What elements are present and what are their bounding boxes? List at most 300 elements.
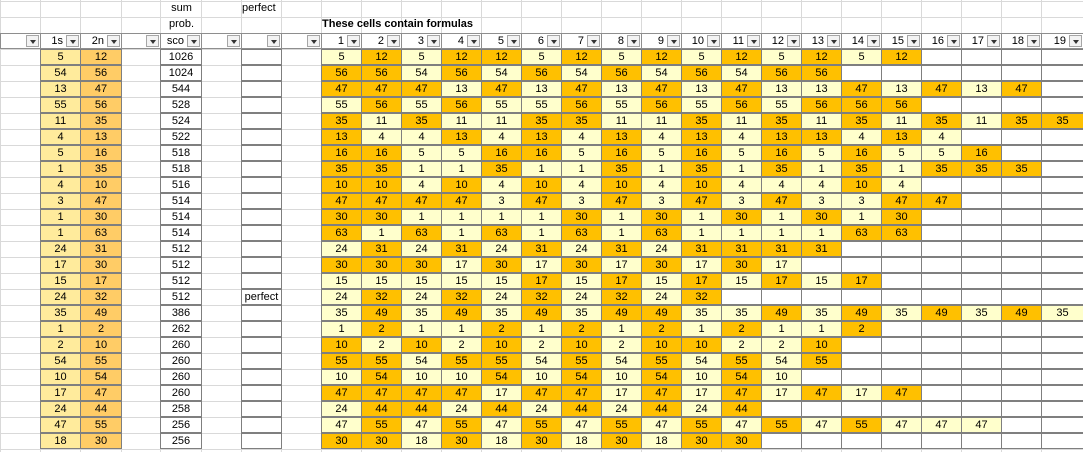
formula-cell[interactable]: 35 bbox=[681, 113, 722, 129]
formula-cell[interactable]: 1 bbox=[481, 209, 522, 225]
formula-cell[interactable]: 35 bbox=[481, 161, 522, 177]
formula-cell-empty[interactable] bbox=[1001, 433, 1042, 449]
formula-cell[interactable]: 63 bbox=[401, 225, 442, 241]
formula-cell[interactable]: 13 bbox=[441, 81, 482, 97]
filter-dropdown-icon[interactable] bbox=[547, 35, 560, 47]
formula-cell[interactable]: 54 bbox=[481, 65, 522, 81]
formula-cell[interactable]: 1 bbox=[441, 161, 482, 177]
formula-cell[interactable]: 1 bbox=[321, 321, 362, 337]
formula-cell[interactable]: 11 bbox=[361, 113, 402, 129]
formula-cell[interactable]: 13 bbox=[601, 129, 642, 145]
formula-cell-empty[interactable] bbox=[961, 225, 1002, 241]
formula-cell-empty[interactable] bbox=[841, 257, 882, 273]
formula-cell[interactable]: 47 bbox=[401, 193, 442, 209]
formula-cell-empty[interactable] bbox=[761, 401, 802, 417]
first-number-cell[interactable]: 5 bbox=[40, 145, 81, 161]
formula-cell[interactable]: 56 bbox=[441, 65, 482, 81]
formula-cell-empty[interactable] bbox=[1041, 97, 1083, 113]
formula-cell-empty[interactable] bbox=[1041, 433, 1083, 449]
formula-cell[interactable]: 63 bbox=[481, 225, 522, 241]
formula-cell[interactable]: 18 bbox=[561, 433, 602, 449]
first-number-cell[interactable]: 5 bbox=[40, 49, 81, 65]
formula-cell[interactable]: 5 bbox=[601, 49, 642, 65]
second-number-cell[interactable]: 13 bbox=[80, 129, 122, 145]
formula-cell-empty[interactable] bbox=[1001, 289, 1042, 305]
formula-cell-empty[interactable] bbox=[841, 289, 882, 305]
formula-cell[interactable]: 35 bbox=[841, 113, 882, 129]
formula-cell[interactable]: 1 bbox=[521, 321, 562, 337]
filter-dropdown-icon[interactable] bbox=[667, 35, 680, 47]
first-number-cell[interactable]: 11 bbox=[40, 113, 81, 129]
perfect-cell[interactable] bbox=[241, 417, 282, 433]
second-number-cell[interactable]: 49 bbox=[80, 305, 122, 321]
formula-cell-empty[interactable] bbox=[1001, 401, 1042, 417]
score-cell[interactable]: 518 bbox=[160, 161, 202, 177]
formula-cell-empty[interactable] bbox=[881, 289, 922, 305]
formula-cell[interactable]: 56 bbox=[521, 65, 562, 81]
formula-cell[interactable]: 12 bbox=[441, 49, 482, 65]
formula-cell-empty[interactable] bbox=[921, 289, 962, 305]
formula-cell[interactable]: 17 bbox=[441, 257, 482, 273]
filter-header-col-9[interactable] bbox=[641, 33, 682, 49]
filter-header-col-19[interactable] bbox=[1041, 33, 1083, 49]
formula-cell[interactable]: 15 bbox=[441, 273, 482, 289]
score-cell[interactable]: 544 bbox=[160, 81, 202, 97]
perfect-cell[interactable] bbox=[241, 129, 282, 145]
formula-cell-empty[interactable] bbox=[921, 209, 962, 225]
filter-header-col-11[interactable] bbox=[721, 33, 762, 49]
formula-cell[interactable]: 44 bbox=[481, 401, 522, 417]
formula-cell[interactable]: 12 bbox=[641, 49, 682, 65]
filter-header-col-14[interactable] bbox=[841, 33, 882, 49]
formula-cell[interactable]: 17 bbox=[601, 385, 642, 401]
formula-cell-empty[interactable] bbox=[1041, 353, 1083, 369]
filter-header-blank-d[interactable] bbox=[281, 33, 322, 49]
formula-cell-empty[interactable] bbox=[721, 289, 762, 305]
formula-cell[interactable]: 10 bbox=[681, 337, 722, 353]
formula-cell[interactable]: 5 bbox=[561, 145, 602, 161]
formula-cell[interactable]: 1 bbox=[801, 321, 842, 337]
formula-cell-empty[interactable] bbox=[961, 257, 1002, 273]
formula-cell[interactable]: 17 bbox=[761, 273, 802, 289]
formula-cell[interactable]: 2 bbox=[721, 337, 762, 353]
formula-cell[interactable]: 30 bbox=[321, 209, 362, 225]
formula-cell[interactable]: 54 bbox=[641, 369, 682, 385]
formula-cell[interactable]: 35 bbox=[561, 305, 602, 321]
formula-cell[interactable]: 55 bbox=[761, 97, 802, 113]
formula-cell[interactable]: 12 bbox=[721, 49, 762, 65]
formula-cell[interactable]: 24 bbox=[561, 241, 602, 257]
score-cell[interactable]: 524 bbox=[160, 113, 202, 129]
formula-cell[interactable]: 12 bbox=[561, 49, 602, 65]
formula-cell[interactable]: 1 bbox=[681, 209, 722, 225]
formula-cell[interactable]: 10 bbox=[321, 177, 362, 193]
formula-cell[interactable]: 47 bbox=[761, 193, 802, 209]
formula-cell[interactable]: 30 bbox=[881, 209, 922, 225]
formula-cell[interactable]: 30 bbox=[521, 433, 562, 449]
formula-cell-empty[interactable] bbox=[1001, 273, 1042, 289]
formula-cell[interactable]: 4 bbox=[721, 177, 762, 193]
formula-cell[interactable]: 5 bbox=[321, 49, 362, 65]
formula-cell[interactable]: 18 bbox=[641, 433, 682, 449]
formula-cell[interactable]: 55 bbox=[481, 353, 522, 369]
first-number-cell[interactable]: 17 bbox=[40, 257, 81, 273]
filter-dropdown-icon[interactable] bbox=[787, 35, 800, 47]
formula-cell[interactable]: 54 bbox=[401, 65, 442, 81]
formula-cell[interactable]: 35 bbox=[721, 305, 762, 321]
formula-cell[interactable]: 12 bbox=[801, 49, 842, 65]
formula-cell[interactable]: 1 bbox=[521, 161, 562, 177]
formula-cell-empty[interactable] bbox=[961, 401, 1002, 417]
formula-cell[interactable]: 5 bbox=[881, 145, 922, 161]
formula-cell[interactable]: 47 bbox=[921, 81, 962, 97]
perfect-cell[interactable] bbox=[241, 369, 282, 385]
filter-header-col-3[interactable] bbox=[401, 33, 442, 49]
formula-cell[interactable]: 10 bbox=[401, 337, 442, 353]
formula-cell[interactable]: 17 bbox=[481, 385, 522, 401]
formula-cell[interactable]: 35 bbox=[961, 161, 1002, 177]
formula-cell[interactable]: 55 bbox=[401, 97, 442, 113]
formula-cell[interactable]: 55 bbox=[321, 353, 362, 369]
perfect-cell[interactable] bbox=[241, 401, 282, 417]
formula-cell[interactable]: 47 bbox=[361, 81, 402, 97]
filter-dropdown-icon[interactable] bbox=[707, 35, 720, 47]
formula-cell-empty[interactable] bbox=[841, 65, 882, 81]
formula-cell[interactable]: 56 bbox=[441, 97, 482, 113]
score-cell[interactable]: 512 bbox=[160, 289, 202, 305]
formula-cell-empty[interactable] bbox=[921, 65, 962, 81]
formula-cell[interactable]: 17 bbox=[761, 385, 802, 401]
formula-cell[interactable]: 55 bbox=[601, 97, 642, 113]
formula-cell[interactable]: 47 bbox=[321, 417, 362, 433]
first-number-cell[interactable]: 4 bbox=[40, 129, 81, 145]
formula-cell[interactable]: 56 bbox=[321, 65, 362, 81]
formula-cell[interactable]: 13 bbox=[881, 129, 922, 145]
formula-cell-empty[interactable] bbox=[921, 257, 962, 273]
formula-cell[interactable]: 13 bbox=[681, 81, 722, 97]
second-number-cell[interactable]: 56 bbox=[80, 65, 122, 81]
formula-cell[interactable]: 1 bbox=[401, 161, 442, 177]
formula-cell[interactable]: 4 bbox=[401, 129, 442, 145]
formula-cell[interactable]: 47 bbox=[561, 417, 602, 433]
formula-cell[interactable]: 54 bbox=[721, 65, 762, 81]
formula-cell[interactable]: 11 bbox=[801, 113, 842, 129]
formula-cell[interactable]: 30 bbox=[681, 433, 722, 449]
formula-cell-empty[interactable] bbox=[1001, 177, 1042, 193]
formula-cell[interactable]: 47 bbox=[321, 385, 362, 401]
formula-cell[interactable]: 30 bbox=[801, 209, 842, 225]
formula-cell[interactable]: 2 bbox=[841, 321, 882, 337]
formula-cell[interactable]: 30 bbox=[561, 257, 602, 273]
formula-cell[interactable]: 54 bbox=[681, 353, 722, 369]
formula-cell[interactable]: 2 bbox=[481, 321, 522, 337]
formula-cell[interactable]: 56 bbox=[801, 65, 842, 81]
formula-cell[interactable]: 32 bbox=[681, 289, 722, 305]
formula-cell[interactable]: 47 bbox=[361, 385, 402, 401]
perfect-cell[interactable] bbox=[241, 257, 282, 273]
filter-header-col-5[interactable] bbox=[481, 33, 522, 49]
formula-cell[interactable]: 4 bbox=[841, 129, 882, 145]
formula-cell[interactable]: 47 bbox=[481, 81, 522, 97]
formula-cell[interactable]: 47 bbox=[681, 193, 722, 209]
formula-cell[interactable]: 15 bbox=[721, 273, 762, 289]
formula-cell[interactable]: 17 bbox=[681, 273, 722, 289]
formula-cell-empty[interactable] bbox=[1001, 225, 1042, 241]
formula-cell[interactable]: 1 bbox=[681, 321, 722, 337]
score-cell[interactable]: 516 bbox=[160, 177, 202, 193]
formula-cell-empty[interactable] bbox=[881, 433, 922, 449]
formula-cell[interactable]: 56 bbox=[561, 97, 602, 113]
perfect-cell[interactable] bbox=[241, 193, 282, 209]
formula-cell[interactable]: 30 bbox=[361, 257, 402, 273]
formula-cell-empty[interactable] bbox=[961, 129, 1002, 145]
formula-cell-empty[interactable] bbox=[961, 353, 1002, 369]
formula-cell[interactable]: 15 bbox=[361, 273, 402, 289]
formula-cell[interactable]: 4 bbox=[641, 129, 682, 145]
formula-cell[interactable]: 35 bbox=[361, 161, 402, 177]
formula-cell[interactable]: 13 bbox=[601, 81, 642, 97]
formula-cell-empty[interactable] bbox=[881, 353, 922, 369]
formula-cell[interactable]: 3 bbox=[721, 193, 762, 209]
formula-cell[interactable]: 4 bbox=[761, 177, 802, 193]
formula-cell[interactable]: 31 bbox=[681, 241, 722, 257]
formula-cell[interactable]: 47 bbox=[521, 385, 562, 401]
filter-header-perfect[interactable] bbox=[241, 33, 282, 49]
formula-cell[interactable]: 17 bbox=[841, 273, 882, 289]
formula-cell[interactable]: 12 bbox=[481, 49, 522, 65]
formula-cell[interactable]: 16 bbox=[961, 145, 1002, 161]
formula-cell[interactable]: 1 bbox=[521, 225, 562, 241]
formula-cell[interactable]: 15 bbox=[641, 273, 682, 289]
formula-cell[interactable]: 35 bbox=[921, 113, 962, 129]
second-number-cell[interactable]: 10 bbox=[80, 177, 122, 193]
formula-cell[interactable]: 56 bbox=[601, 65, 642, 81]
formula-cell[interactable]: 30 bbox=[361, 433, 402, 449]
formula-cell[interactable]: 16 bbox=[361, 145, 402, 161]
formula-cell-empty[interactable] bbox=[921, 177, 962, 193]
first-number-cell[interactable]: 24 bbox=[40, 289, 81, 305]
formula-cell-empty[interactable] bbox=[841, 433, 882, 449]
score-cell[interactable]: 518 bbox=[160, 145, 202, 161]
first-number-cell[interactable]: 47 bbox=[40, 417, 81, 433]
filter-header-col-10[interactable] bbox=[681, 33, 722, 49]
formula-cell[interactable]: 55 bbox=[641, 353, 682, 369]
formula-cell[interactable]: 13 bbox=[761, 129, 802, 145]
perfect-cell[interactable]: perfect bbox=[241, 289, 282, 305]
formula-cell[interactable]: 30 bbox=[721, 433, 762, 449]
formula-cell[interactable]: 30 bbox=[641, 257, 682, 273]
formula-cell[interactable]: 54 bbox=[721, 369, 762, 385]
formula-cell-empty[interactable] bbox=[961, 193, 1002, 209]
formula-cell-empty[interactable] bbox=[1001, 209, 1042, 225]
formula-cell[interactable]: 3 bbox=[561, 193, 602, 209]
formula-cell[interactable]: 47 bbox=[561, 81, 602, 97]
formula-cell-empty[interactable] bbox=[801, 401, 842, 417]
filter-dropdown-icon[interactable] bbox=[747, 35, 760, 47]
formula-cell[interactable]: 35 bbox=[841, 161, 882, 177]
formula-cell[interactable]: 10 bbox=[521, 369, 562, 385]
filter-header-blank-b[interactable] bbox=[121, 33, 161, 49]
formula-cell[interactable]: 47 bbox=[641, 81, 682, 97]
formula-cell[interactable]: 54 bbox=[601, 353, 642, 369]
formula-cell-empty[interactable] bbox=[881, 241, 922, 257]
formula-cell-empty[interactable] bbox=[961, 241, 1002, 257]
formula-cell[interactable]: 55 bbox=[521, 97, 562, 113]
formula-cell[interactable]: 24 bbox=[641, 241, 682, 257]
formula-cell[interactable]: 35 bbox=[921, 161, 962, 177]
formula-cell[interactable]: 30 bbox=[441, 433, 482, 449]
formula-cell[interactable]: 49 bbox=[441, 305, 482, 321]
formula-cell[interactable]: 49 bbox=[601, 305, 642, 321]
formula-cell-empty[interactable] bbox=[1041, 49, 1083, 65]
formula-cell[interactable]: 5 bbox=[641, 145, 682, 161]
second-number-cell[interactable]: 47 bbox=[80, 385, 122, 401]
formula-cell-empty[interactable] bbox=[961, 321, 1002, 337]
filter-dropdown-icon[interactable] bbox=[307, 35, 320, 47]
formula-cell[interactable]: 56 bbox=[361, 97, 402, 113]
formula-cell[interactable]: 56 bbox=[841, 97, 882, 113]
formula-cell[interactable]: 24 bbox=[481, 289, 522, 305]
formula-cell[interactable]: 49 bbox=[841, 305, 882, 321]
formula-cell-empty[interactable] bbox=[1041, 129, 1083, 145]
score-cell[interactable]: 260 bbox=[160, 353, 202, 369]
formula-cell[interactable]: 35 bbox=[401, 113, 442, 129]
formula-cell[interactable]: 10 bbox=[681, 177, 722, 193]
formula-cell[interactable]: 16 bbox=[521, 145, 562, 161]
formula-cell[interactable]: 31 bbox=[521, 241, 562, 257]
formula-cell[interactable]: 35 bbox=[1001, 113, 1042, 129]
filter-dropdown-icon[interactable] bbox=[26, 35, 39, 47]
formula-cell-empty[interactable] bbox=[1001, 65, 1042, 81]
formula-cell-empty[interactable] bbox=[1041, 257, 1083, 273]
first-number-cell[interactable]: 1 bbox=[40, 209, 81, 225]
formula-cell-empty[interactable] bbox=[761, 433, 802, 449]
formula-cell[interactable]: 1 bbox=[721, 225, 762, 241]
formula-cell[interactable]: 2 bbox=[601, 337, 642, 353]
first-number-cell[interactable]: 1 bbox=[40, 225, 81, 241]
score-cell[interactable]: 1026 bbox=[160, 49, 202, 65]
formula-cell[interactable]: 30 bbox=[561, 209, 602, 225]
formula-cell[interactable]: 1 bbox=[401, 209, 442, 225]
formula-cell[interactable]: 10 bbox=[601, 369, 642, 385]
score-cell[interactable]: 512 bbox=[160, 241, 202, 257]
formula-cell[interactable]: 4 bbox=[881, 177, 922, 193]
filter-dropdown-icon[interactable] bbox=[507, 35, 520, 47]
formula-cell-empty[interactable] bbox=[881, 401, 922, 417]
formula-cell[interactable]: 4 bbox=[481, 129, 522, 145]
score-cell[interactable]: 514 bbox=[160, 209, 202, 225]
filter-header-col-12[interactable] bbox=[761, 33, 802, 49]
formula-cell-empty[interactable] bbox=[921, 241, 962, 257]
formula-cell-empty[interactable] bbox=[1041, 337, 1083, 353]
formula-cell[interactable]: 30 bbox=[401, 257, 442, 273]
formula-cell[interactable]: 4 bbox=[921, 129, 962, 145]
score-cell[interactable]: 514 bbox=[160, 225, 202, 241]
formula-cell[interactable]: 31 bbox=[721, 241, 762, 257]
formula-cell[interactable]: 55 bbox=[321, 97, 362, 113]
formula-cell-empty[interactable] bbox=[921, 225, 962, 241]
formula-cell[interactable]: 32 bbox=[441, 289, 482, 305]
formula-cell[interactable]: 3 bbox=[641, 193, 682, 209]
formula-cell[interactable]: 13 bbox=[521, 81, 562, 97]
formula-cell[interactable]: 15 bbox=[401, 273, 442, 289]
formula-cell[interactable]: 10 bbox=[801, 337, 842, 353]
second-number-cell[interactable]: 55 bbox=[80, 353, 122, 369]
formula-cell[interactable]: 47 bbox=[601, 193, 642, 209]
formula-cell[interactable]: 47 bbox=[441, 385, 482, 401]
filter-dropdown-icon[interactable] bbox=[627, 35, 640, 47]
formula-cell[interactable]: 35 bbox=[601, 161, 642, 177]
second-number-cell[interactable]: 44 bbox=[80, 401, 122, 417]
formula-cell[interactable]: 35 bbox=[521, 113, 562, 129]
perfect-cell[interactable] bbox=[241, 161, 282, 177]
formula-cell[interactable]: 63 bbox=[841, 225, 882, 241]
formula-cell[interactable]: 24 bbox=[641, 289, 682, 305]
filter-dropdown-icon[interactable] bbox=[427, 35, 440, 47]
formula-cell-empty[interactable] bbox=[1001, 129, 1042, 145]
formula-cell[interactable]: 49 bbox=[1001, 305, 1042, 321]
formula-cell[interactable]: 1 bbox=[441, 321, 482, 337]
formula-cell[interactable]: 16 bbox=[761, 145, 802, 161]
formula-cell[interactable]: 35 bbox=[321, 305, 362, 321]
formula-cell[interactable]: 63 bbox=[561, 225, 602, 241]
formula-cell-empty[interactable] bbox=[1001, 369, 1042, 385]
formula-cell[interactable]: 54 bbox=[521, 353, 562, 369]
formula-cell-empty[interactable] bbox=[1001, 321, 1042, 337]
formula-cell-empty[interactable] bbox=[921, 273, 962, 289]
formula-cell[interactable]: 11 bbox=[641, 113, 682, 129]
formula-cell-empty[interactable] bbox=[961, 177, 1002, 193]
first-number-cell[interactable]: 1 bbox=[40, 321, 81, 337]
formula-cell[interactable]: 10 bbox=[641, 337, 682, 353]
formula-cell[interactable]: 49 bbox=[521, 305, 562, 321]
formula-cell[interactable]: 55 bbox=[561, 353, 602, 369]
formula-cell-empty[interactable] bbox=[1001, 257, 1042, 273]
filter-header-col-15[interactable] bbox=[881, 33, 922, 49]
filter-dropdown-icon[interactable] bbox=[1069, 35, 1082, 47]
formula-cell[interactable]: 54 bbox=[761, 353, 802, 369]
formula-cell[interactable]: 17 bbox=[681, 257, 722, 273]
first-number-cell[interactable]: 24 bbox=[40, 241, 81, 257]
formula-cell-empty[interactable] bbox=[881, 273, 922, 289]
formula-cell[interactable]: 5 bbox=[841, 49, 882, 65]
score-cell[interactable]: 260 bbox=[160, 385, 202, 401]
formula-cell[interactable]: 35 bbox=[961, 305, 1002, 321]
formula-cell[interactable]: 24 bbox=[401, 289, 442, 305]
filter-header-col-4[interactable] bbox=[441, 33, 482, 49]
formula-cell[interactable]: 1 bbox=[601, 209, 642, 225]
formula-cell[interactable]: 17 bbox=[521, 257, 562, 273]
formula-cell[interactable]: 47 bbox=[961, 417, 1002, 433]
formula-cell[interactable]: 17 bbox=[761, 257, 802, 273]
formula-cell[interactable]: 10 bbox=[521, 177, 562, 193]
formula-cell[interactable]: 3 bbox=[801, 193, 842, 209]
formula-cell[interactable]: 10 bbox=[321, 337, 362, 353]
formula-cell[interactable]: 18 bbox=[481, 433, 522, 449]
formula-cell[interactable]: 30 bbox=[321, 433, 362, 449]
filter-header-blank-c[interactable] bbox=[201, 33, 242, 49]
formula-cell-empty[interactable] bbox=[961, 65, 1002, 81]
formula-cell[interactable]: 47 bbox=[921, 417, 962, 433]
formula-cell-empty[interactable] bbox=[961, 385, 1002, 401]
perfect-cell[interactable] bbox=[241, 97, 282, 113]
first-number-cell[interactable]: 1 bbox=[40, 161, 81, 177]
formula-cell-empty[interactable] bbox=[1001, 241, 1042, 257]
perfect-cell[interactable] bbox=[241, 177, 282, 193]
formula-cell[interactable]: 47 bbox=[401, 417, 442, 433]
formula-cell[interactable]: 49 bbox=[921, 305, 962, 321]
formula-cell[interactable]: 47 bbox=[401, 81, 442, 97]
